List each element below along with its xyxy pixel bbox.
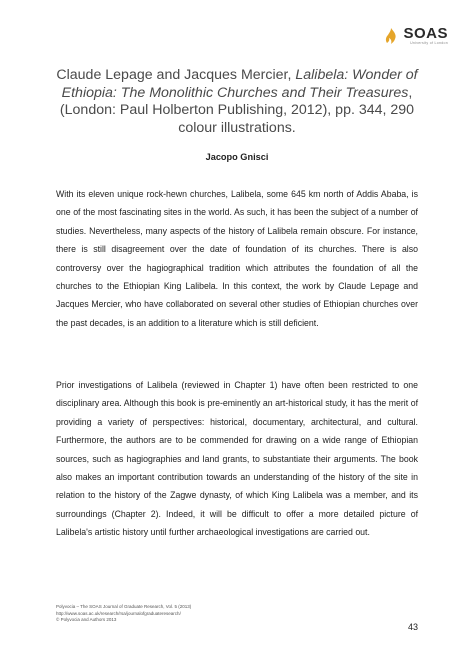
footer-journal-line: Polyvocia – The SOAS Journal of Graduate Research, Vol. 5 (2013) — [56, 604, 192, 609]
review-title — [50, 67, 424, 137]
title-suffix: , (London: Paul Holberton Publishing, 2012), pp. 344, 290 colour illustrations. — [59, 84, 415, 136]
soas-logo — [383, 26, 448, 46]
book-title: Lalibela: Wonder of Ethiopia: The Monolithic Churches and Their Treasures — [61, 67, 418, 101]
title-prefix: Claude Lepage and Jacques Mercier, — [56, 67, 296, 83]
review-author: Jacopo Gnisci — [205, 152, 269, 162]
footer-url-link[interactable]: http://www.soas.ac.uk/research/rsa/journalofgraduateresearch/ — [56, 610, 181, 616]
body-paragraph-2: Prior investigations of Lalibela (reviewed in Chapter 1) have often been restricted to one disciplinary area. Although this book is pre-eminently an art-historical study, it has the merit of providing a variety of perspectives: historical, documentary, architectural, and cultural. Furthermore, the authors are to be commended for drawing on a wide range of Ethiopian sources, such as hagiographies and land grants, to substantiate their arguments. The book also makes an important contribution towards an understanding of the history of the site in relation to the history of the Zagwe dynasty, of which King Lalibela was a member, and its surroundings (Chapter 2). Indeed, it will be difficult to offer a more detailed picture of Lalibela's artistic history until further archaeological investigations are carried out. — [56, 380, 418, 538]
logo-wordmark: SOAS — [403, 25, 448, 42]
page-number: 43 — [407, 622, 418, 632]
journal-footer — [56, 604, 191, 624]
logo-subtitle: University of London — [410, 41, 448, 45]
soas-flame-icon — [383, 27, 399, 45]
footer-copyright: © Polyvocia and Authors 2013 — [56, 617, 117, 622]
body-paragraph-1: With its eleven unique rock-hewn churches, Lalibela, some 645 km north of Addis Ababa, is one of the most fascinating sites in the world. As such, it has been the subject of a number of studies. Nevertheless, many aspects of the history of Lalibela remain obscure. For instance, there is still disagreement over the date of foundation of its churches. There is also controversy over the hagiographical tradition which attributes the foundation of all the churches to the Ethiopian King Lalibela. In this context, the work by Claude Lepage and Jacques Mercier, who have collaborated on several other studies of Ethiopian churches over the past decades, is an addition to a literature which is still deficient. — [56, 189, 418, 328]
